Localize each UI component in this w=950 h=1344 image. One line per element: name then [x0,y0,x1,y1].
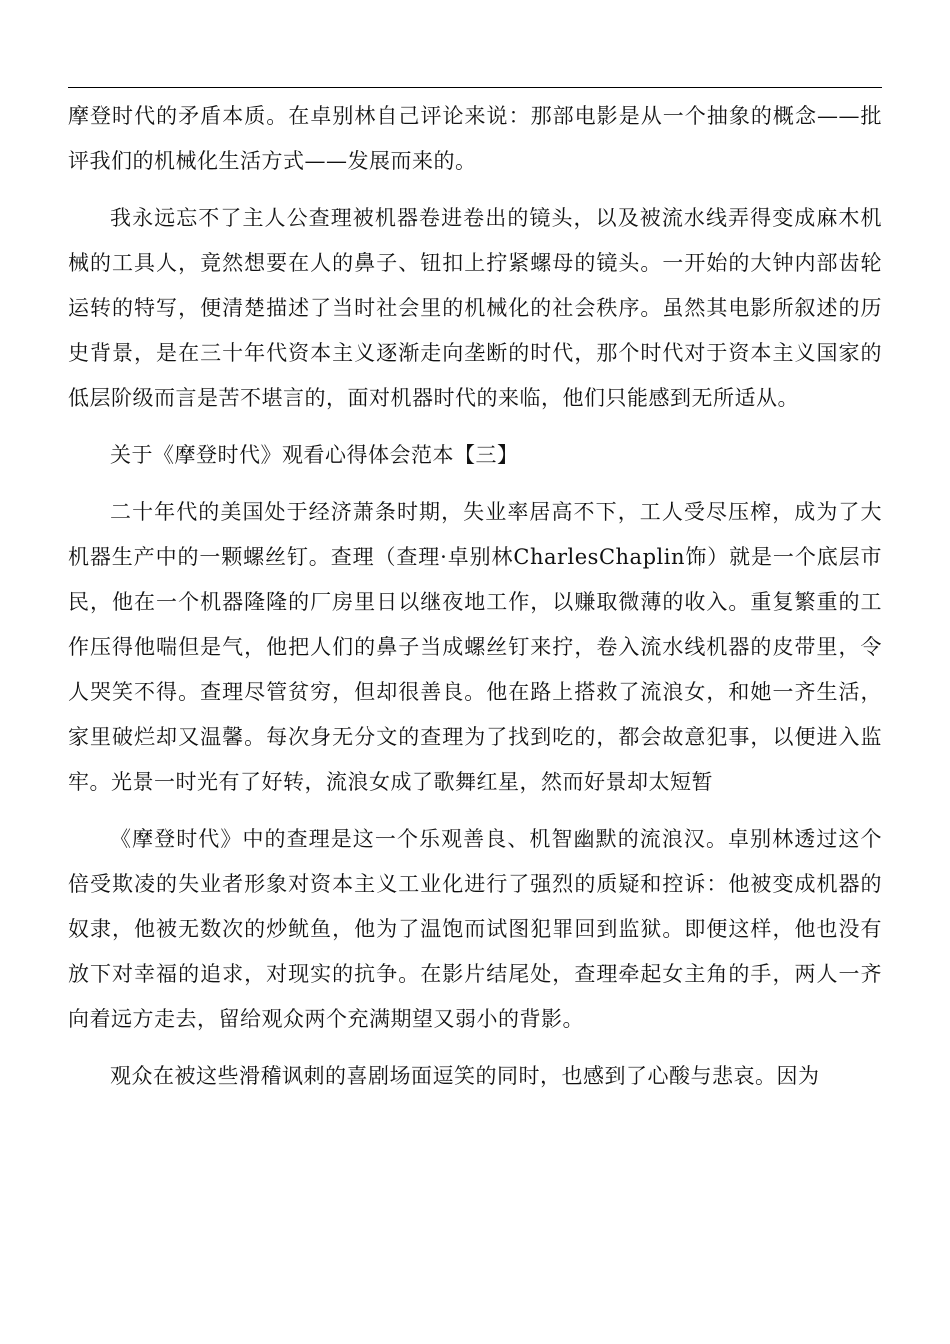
paragraph: 我永远忘不了主人公查理被机器卷进卷出的镜头，以及被流水线弄得变成麻木机械的工具人，竟然想要在人的鼻子、钮扣上拧紧螺母的镜头。一开始的大钟内部齿轮运转的特写，便清楚描述了当时社会里的机械化的社会秩序。虽然其电影所叙述的历史背景，是在三十年代资本主义逐渐走向垄断的时代，那个时代对于资本主义国家的低层阶级而言是苦不堪言的，面对机器时代的来临，他们只能感到无所适从。 [68,206,882,410]
header-rule [68,87,882,88]
document-body [68,94,882,1099]
section-heading: 关于《摩登时代》观看心得体会范本【三】 [110,443,519,467]
paragraph-continued: 摩登时代的矛盾本质。在卓别林自己评论来说：那部电影是从一个抽象的概念——批评我们的机械化生活方式——发展而来的。 [68,104,882,173]
paragraph: 观众在被这些滑稽讽刺的喜剧场面逗笑的同时，也感到了心酸与悲哀。因为 [110,1064,820,1088]
paragraph: 二十年代的美国处于经济萧条时期，失业率居高不下，工人受尽压榨，成为了大机器生产中的一颗螺丝钉。查理（查理·卓别林CharlesChaplin饰）就是一个底层市民，他在一个机器隆隆的厂房里日以继夜地工作，以赚取微薄的收入。重复繁重的工作压得他喘但是气，他把人们的鼻子当成螺丝钉来拧，卷入流水线机器的皮带里，令人哭笑不得。查理尽管贫穷，但却很善良。他在路上搭救了流浪女，和她一齐生活，家里破烂却又温馨。每次身无分文的查理为了找到吃的，都会故意犯事，以便进入监牢。光景一时光有了好转，流浪女成了歌舞红星，然而好景却太短暂 [68,500,882,794]
paragraph: 《摩登时代》中的查理是这一个乐观善良、机智幽默的流浪汉。卓别林透过这个倍受欺凌的失业者形象对资本主义工业化进行了强烈的质疑和控诉：他被变成机器的奴隶，他被无数次的炒鱿鱼，他为了温饱而试图犯罪回到监狱。即便这样，他也没有放下对幸福的追求，对现实的抗争。在影片结尾处，查理牵起女主角的手，两人一齐向着远方走去，留给观众两个充满期望又弱小的背影。 [68,827,882,1031]
